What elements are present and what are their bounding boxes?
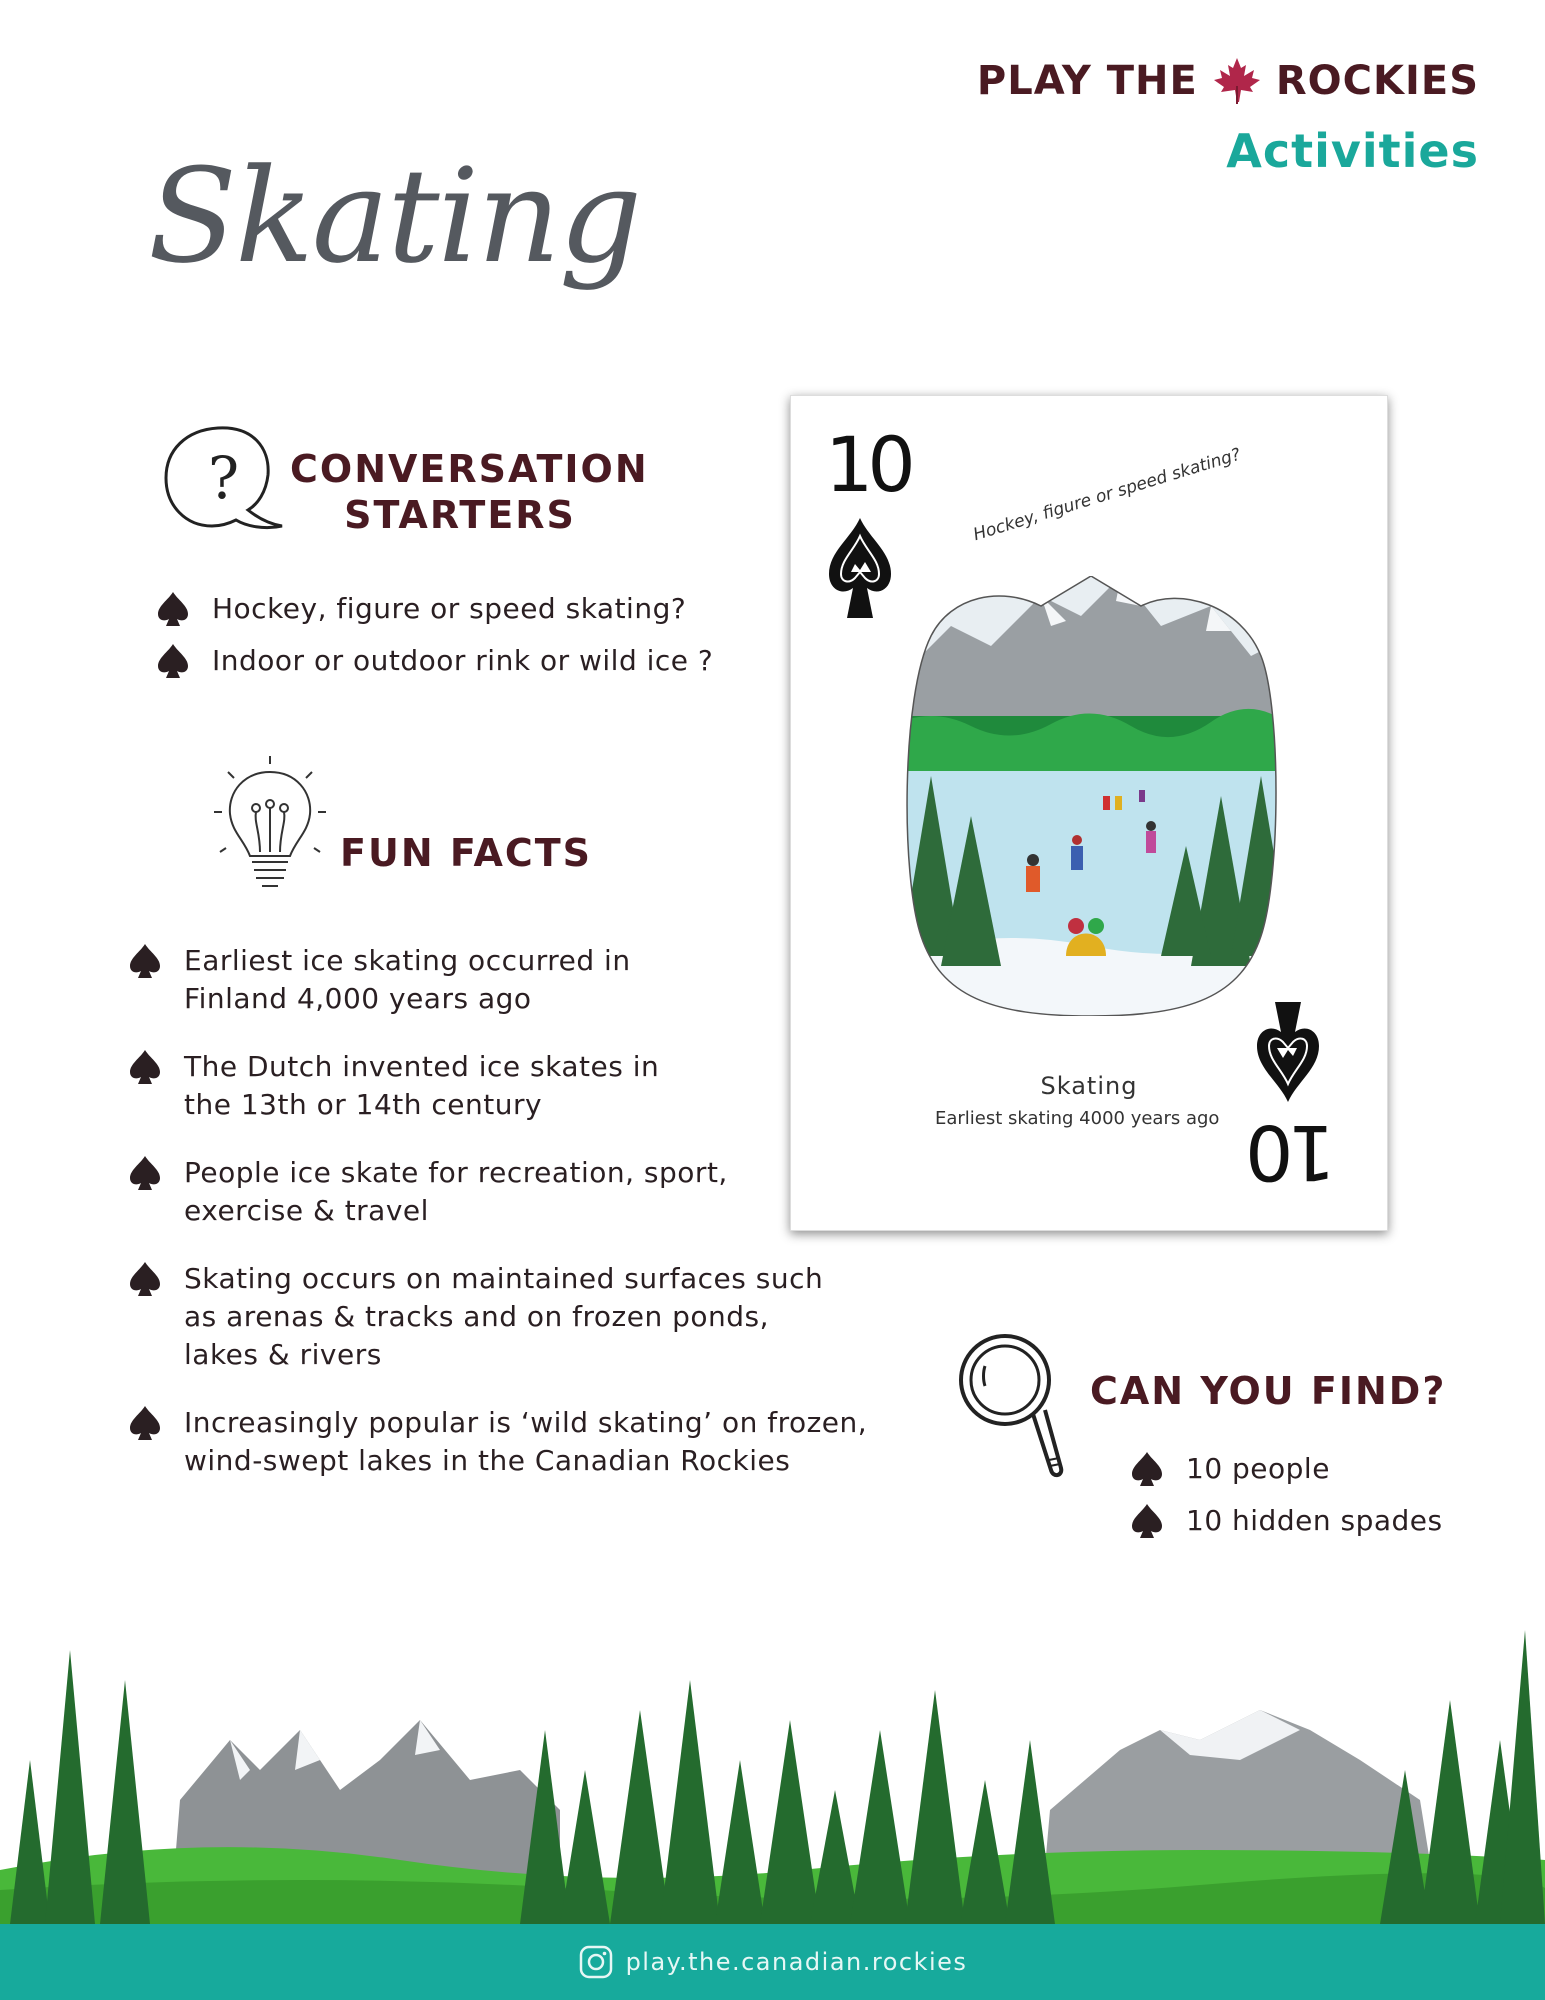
question-bubble-icon xyxy=(158,420,288,535)
conversation-list xyxy=(156,590,713,680)
fact-4-line-3: lakes & rivers xyxy=(184,1338,382,1371)
card-rank-top: 10 xyxy=(825,420,910,509)
magnifier-icon xyxy=(955,1330,1065,1490)
card-caption-sub: Earliest skating 4000 years ago xyxy=(935,1108,1220,1129)
fact-3-line-1: People ice skate for recreation, sport, xyxy=(184,1156,728,1189)
list-item xyxy=(128,1260,868,1374)
lightbulb-icon xyxy=(208,752,332,904)
card-question: Hockey, figure or speed skating? xyxy=(971,444,1244,546)
fact-4-line-1: Skating occurs on maintained surfaces such xyxy=(184,1262,824,1295)
conversation-heading xyxy=(290,446,649,538)
find-item-2: 10 hidden spades xyxy=(1186,1504,1443,1537)
brand-subtitle: Activities xyxy=(1226,124,1479,178)
fun-facts-list xyxy=(128,942,868,1480)
find-item-1: 10 people xyxy=(1186,1452,1330,1485)
card-caption-title: Skating xyxy=(1040,1072,1138,1100)
list-item xyxy=(128,1404,868,1480)
conversation-item-1: Hockey, figure or speed skating? xyxy=(212,592,687,625)
skating-scene-illustration xyxy=(891,576,1291,1016)
conversation-heading-line2: STARTERS xyxy=(344,493,576,537)
spade-bullet-icon xyxy=(1130,1502,1164,1540)
list-item xyxy=(156,590,713,628)
spade-bullet-icon xyxy=(128,1154,162,1192)
fun-facts-heading: FUN FACTS xyxy=(340,831,593,875)
list-item xyxy=(128,1048,868,1124)
fact-1-line-2: Finland 4,000 years ago xyxy=(184,982,532,1015)
card-spade-top-icon xyxy=(825,514,895,624)
conversation-item-2: Indoor or outdoor rink or wild ice ? xyxy=(212,644,714,677)
find-list xyxy=(1130,1450,1443,1540)
list-item xyxy=(1130,1450,1443,1488)
footer-bar xyxy=(0,1924,1545,2000)
spade-bullet-icon xyxy=(128,1404,162,1442)
mountain-forest-banner xyxy=(0,1620,1545,1924)
fact-1-line-1: Earliest ice skating occurred in xyxy=(184,944,631,977)
spade-bullet-icon xyxy=(1130,1450,1164,1488)
fact-5-line-1: Increasingly popular is ‘wild skating’ on frozen, xyxy=(184,1406,868,1439)
brand-title xyxy=(977,56,1479,106)
page-title: Skating xyxy=(148,140,641,292)
instagram-icon[interactable] xyxy=(578,1944,614,1980)
footer-handle-link[interactable]: play.the.canadian.rockies xyxy=(625,1948,968,1976)
fact-3-line-2: exercise & travel xyxy=(184,1194,429,1227)
fact-2-line-1: The Dutch invented ice skates in xyxy=(184,1050,660,1083)
brand-title-right: ROCKIES xyxy=(1275,58,1479,104)
svg-text:?: ? xyxy=(208,444,240,512)
spade-bullet-icon xyxy=(128,1260,162,1298)
fact-5-line-2: wind-swept lakes in the Canadian Rockies xyxy=(184,1444,791,1477)
find-heading: CAN YOU FIND? xyxy=(1090,1369,1447,1413)
card-rank-bottom: 10 xyxy=(1251,1108,1336,1197)
list-item xyxy=(1130,1502,1443,1540)
fact-4-line-2: as arenas & tracks and on frozen ponds, xyxy=(184,1300,770,1333)
brand-title-left: PLAY THE xyxy=(976,58,1198,104)
spade-bullet-icon xyxy=(156,590,190,628)
fun-facts-list-body xyxy=(128,942,868,1480)
list-item xyxy=(156,642,713,680)
spade-bullet-icon xyxy=(128,942,162,980)
conversation-heading-line1: CONVERSATION xyxy=(290,447,649,491)
list-item xyxy=(128,942,868,1018)
fact-2-line-2: the 13th or 14th century xyxy=(184,1088,543,1121)
list-item xyxy=(128,1154,868,1230)
maple-leaf-icon xyxy=(1212,56,1262,106)
spade-bullet-icon xyxy=(128,1048,162,1086)
spade-bullet-icon xyxy=(156,642,190,680)
playing-card xyxy=(790,395,1388,1231)
